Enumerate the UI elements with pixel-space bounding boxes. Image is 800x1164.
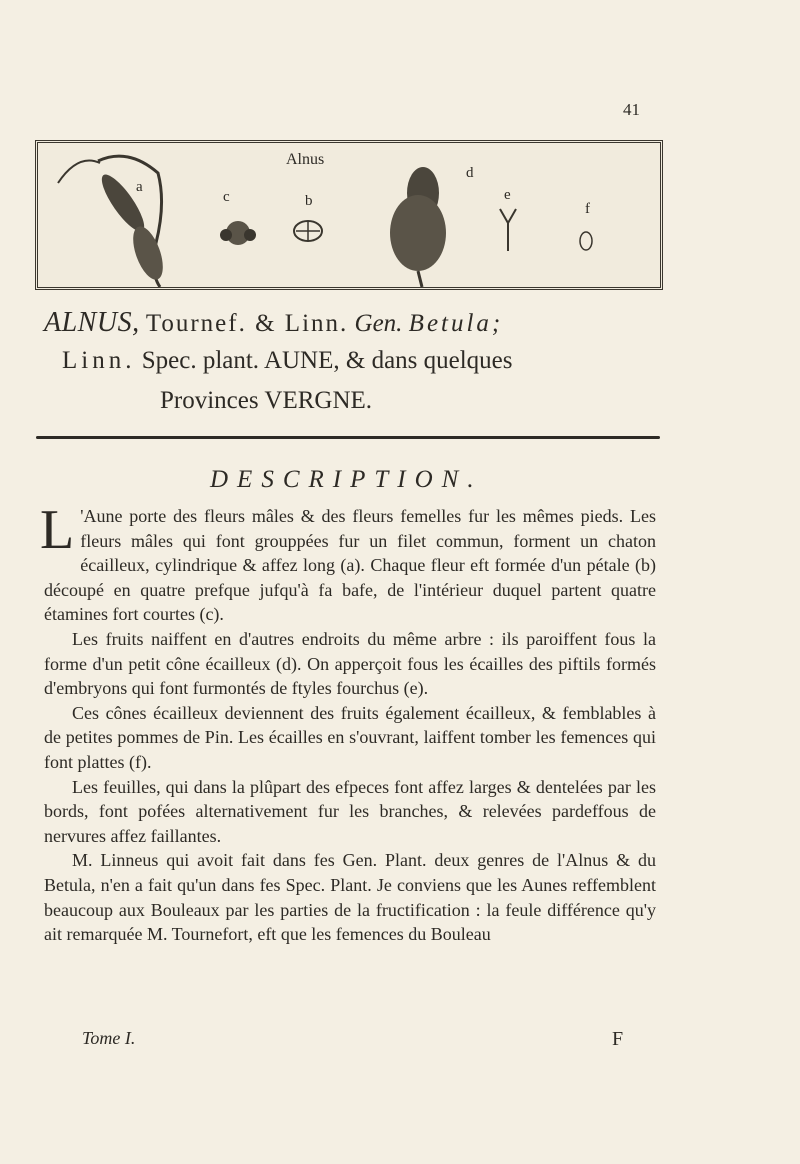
- section-heading: DESCRIPTION.: [210, 466, 483, 493]
- signature-mark: F: [612, 1028, 624, 1050]
- title-genus: ALNUS,: [44, 307, 140, 338]
- title-gen: Gen.: [354, 310, 403, 337]
- plate-label-d: d: [466, 165, 474, 181]
- botanical-plate: [35, 140, 663, 290]
- plate-caption: Alnus: [286, 151, 325, 168]
- plate-label-c: c: [223, 189, 230, 205]
- plate-illustration: [38, 143, 660, 287]
- title-spec-plant: Spec. plant.: [141, 347, 260, 374]
- description-body: [40, 499, 656, 947]
- plate-label-f: f: [585, 201, 590, 217]
- plate-label-e: e: [504, 187, 511, 203]
- title-authors: Tournef. & Linn.: [145, 310, 349, 337]
- article-title: [44, 308, 704, 339]
- title-aune: AUNE, & dans quelques: [263, 347, 513, 374]
- title-linn: Linn.: [62, 347, 136, 374]
- paragraph-4: Les feuilles, qui dans la plûpart des efpeces font affez larges & dentelées par les bords, font pofées alternativement fur les branches, & relevées pardeffous de nervures affez faillantes.: [44, 776, 656, 846]
- title-line-3: Provinces VERGNE.: [160, 387, 373, 414]
- paragraph-5: M. Linneus qui avoit fait dans fes Gen. Plant. deux genres de l'Alnus & du Betula, n'en a fait qu'un dans fes Spec. Plant. Je conviens que les Aunes reffemblent beaucoup aux Bouleaux par les parties de la fructification : la feule différence qu'y ait remarquée M. Tournefort, eft que les femences du Bouleau: [44, 850, 656, 945]
- drop-cap: L: [40, 499, 75, 561]
- paragraph-2: Les fruits naiffent en d'autres endroits du même arbre : ils paroiffent fous la forme d'un petit cône écailleux (d). On apperçoit fous les écailles des piftils formés d'embryons qui font furmontés de ftyles fourchus (e).: [44, 628, 656, 699]
- section-rule: [36, 436, 660, 439]
- plate-label-b: b: [305, 193, 313, 209]
- title-family: Betula;: [408, 310, 504, 337]
- paragraph-text: 'Aune porte des fleurs mâles & des fleurs femelles fur les mêmes pieds. Les fleurs mâles qui font grouppées fur un filet commun, forment un chaton écailleux, cylindrique & affez long (a). Chaque fleur eft formée d'un pétale (b) découpé en quatre prefque jufqu'à fa bafe, de l'intérieur duquel partent quatre étamines fort courtes (c).: [44, 506, 656, 625]
- title-line-2: [62, 346, 702, 376]
- tome-label: Tome I.: [82, 1028, 136, 1048]
- page-number: 41: [623, 100, 640, 119]
- page-footer: [0, 1028, 800, 1058]
- paragraph-1: [40, 499, 656, 627]
- plate-label-a: a: [136, 179, 143, 195]
- paragraph-3: Ces cônes écailleux deviennent des fruits également écailleux, & femblables à de petites pommes de Pin. Les écailles en s'ouvrant, laiffent tomber les femences qui font plattes (f).: [44, 702, 656, 772]
